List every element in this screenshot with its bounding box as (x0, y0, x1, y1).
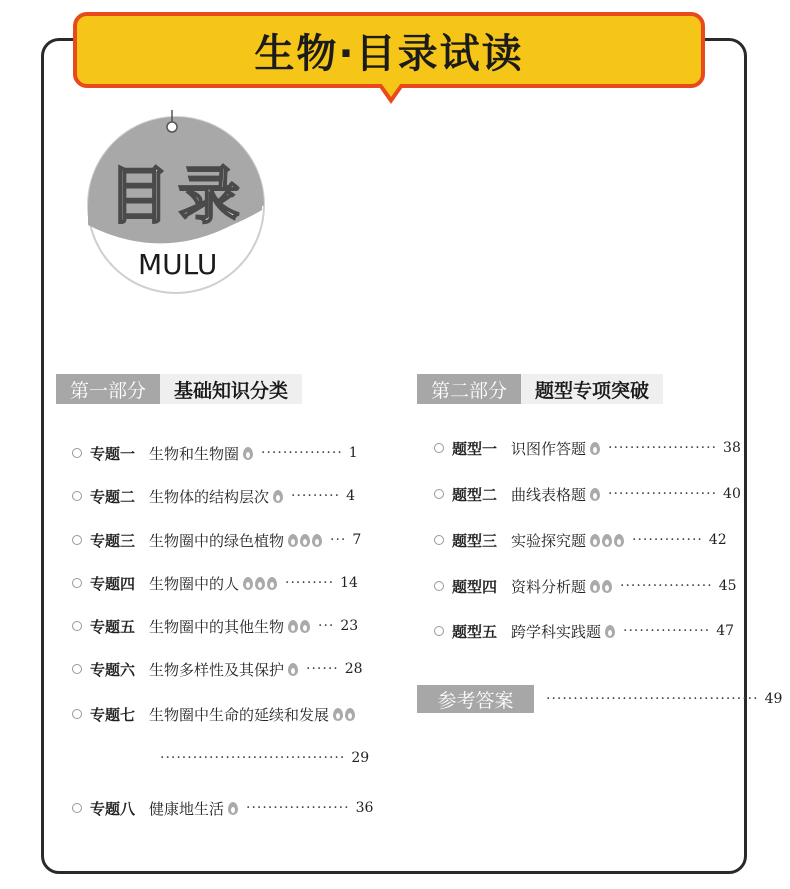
bullet-icon (72, 448, 82, 458)
leader-dots: ················ (623, 623, 711, 639)
page-number: 1 (348, 445, 358, 461)
item-title: 资料分析题 (511, 577, 587, 596)
flame-icon (345, 708, 355, 721)
item-number: 题型二 (452, 485, 498, 504)
item-number: 专题二 (90, 487, 136, 506)
flame-icon (255, 577, 265, 590)
item-number: 专题一 (90, 444, 136, 463)
page-number: 40 (723, 486, 741, 502)
difficulty-flames (228, 802, 240, 815)
difficulty-flames (273, 490, 285, 503)
item-title: 生物圈中的其他生物 (149, 617, 285, 636)
difficulty-flames (590, 580, 614, 593)
item-number: 专题五 (90, 617, 136, 636)
part2-name: 题型专项突破 (521, 374, 663, 404)
item-title: 识图作答题 (511, 439, 587, 458)
item-number: 专题四 (90, 574, 136, 593)
leader-dots: ···················· (608, 486, 718, 502)
flame-icon (333, 708, 343, 721)
item-title: 生物和生物圈 (149, 444, 240, 463)
toc-item[interactable] (72, 657, 363, 681)
bullet-icon (434, 535, 444, 545)
leader-dots: ······ (306, 661, 339, 677)
item-title: 生物圈中的绿色植物 (149, 531, 285, 550)
toc-item[interactable] (434, 619, 734, 643)
flame-icon (243, 447, 253, 460)
page-number: 47 (716, 623, 735, 639)
leader-dots: ············· (632, 532, 703, 548)
item-title: 生物多样性及其保护 (149, 660, 285, 679)
item-number: 题型一 (452, 439, 498, 458)
difficulty-flames (590, 534, 626, 547)
flame-icon (312, 534, 322, 547)
bullet-icon (434, 443, 444, 453)
flame-icon (590, 442, 600, 455)
page-number: 4 (346, 488, 356, 504)
leader-dots: ···················· (608, 440, 718, 456)
flame-icon (288, 620, 298, 633)
flame-icon (273, 490, 283, 503)
item-number: 专题七 (90, 705, 136, 724)
toc-item[interactable] (434, 436, 741, 460)
difficulty-flames (243, 577, 279, 590)
item-title: 生物体的结构层次 (149, 487, 270, 506)
item-number: 题型三 (452, 531, 498, 550)
leader-dots: ··· (330, 532, 347, 548)
page-number: 14 (340, 575, 358, 591)
bullet-icon (72, 803, 82, 813)
page-number: 49 (764, 691, 783, 707)
flame-icon (300, 620, 310, 633)
difficulty-flames (288, 663, 300, 676)
flame-icon (602, 534, 612, 547)
flame-icon (288, 534, 298, 547)
page-number: 45 (718, 578, 737, 594)
item-title: 健康地生活 (149, 799, 225, 818)
bullet-icon (434, 489, 444, 499)
bullet-icon (434, 626, 444, 636)
flame-icon (602, 580, 612, 593)
difficulty-flames (288, 620, 312, 633)
bullet-icon (72, 709, 82, 719)
page-number: 38 (723, 440, 741, 456)
bullet-icon (72, 491, 82, 501)
leader-dots: ··················· (246, 800, 350, 816)
toc-item[interactable] (434, 528, 727, 552)
part1-header (56, 374, 302, 404)
difficulty-flames (605, 625, 617, 638)
page-number: 36 (355, 800, 374, 816)
item-number: 专题三 (90, 531, 136, 550)
leader-dots: ········· (285, 575, 335, 591)
bullet-icon (72, 664, 82, 674)
difficulty-flames (243, 447, 255, 460)
item-number: 题型五 (452, 622, 498, 641)
flame-icon (605, 625, 615, 638)
toc-item[interactable] (434, 574, 737, 598)
toc-item[interactable] (72, 484, 355, 508)
part2-tag: 第二部分 (417, 374, 521, 404)
item-title: 跨学科实践题 (511, 622, 602, 641)
bullet-icon (72, 578, 82, 588)
flame-icon (228, 802, 238, 815)
leader-dots: ······································· (546, 691, 759, 707)
leader-dots: ··············· (261, 445, 343, 461)
toc-item[interactable] (72, 796, 373, 820)
toc-item[interactable] (434, 482, 741, 506)
item-title: 实验探究题 (511, 531, 587, 550)
toc-item[interactable] (72, 441, 358, 465)
contents-badge-title: 目录 (108, 159, 249, 232)
difficulty-flames (590, 442, 602, 455)
part1-tag: 第一部分 (56, 374, 160, 404)
toc-item[interactable] (72, 614, 358, 638)
header-banner (73, 12, 705, 88)
difficulty-flames (590, 488, 602, 501)
flame-icon (267, 577, 277, 590)
toc-item[interactable] (72, 702, 357, 726)
item-number: 专题八 (90, 799, 136, 818)
difficulty-flames (288, 534, 324, 547)
flame-icon (590, 534, 600, 547)
bullet-icon (72, 621, 82, 631)
flame-icon (590, 580, 600, 593)
leader-dots: ················· (620, 578, 713, 594)
flame-icon (288, 663, 298, 676)
bullet-icon (434, 581, 444, 591)
page-number: 7 (352, 532, 362, 548)
flame-icon (590, 488, 600, 501)
answers-row[interactable] (540, 687, 782, 711)
banner-title: 生物·目录试读 (254, 30, 524, 77)
page-number: 42 (708, 532, 727, 548)
item-number: 专题六 (90, 660, 136, 679)
toc-item[interactable] (154, 746, 369, 770)
item-title: 生物圈中生命的延续和发展 (149, 705, 330, 724)
page-number: 23 (340, 618, 359, 634)
flame-icon (614, 534, 624, 547)
leader-dots: ········· (291, 488, 341, 504)
contents-badge-subtitle: MULU (138, 248, 218, 281)
item-number: 题型四 (452, 577, 498, 596)
page-number: 28 (344, 661, 363, 677)
banner-pointer-inner (381, 83, 401, 97)
flame-icon (243, 577, 253, 590)
item-title: 生物圈中的人 (149, 574, 240, 593)
toc-item[interactable] (72, 528, 361, 552)
leader-dots: ··· (318, 618, 335, 634)
difficulty-flames (333, 708, 357, 721)
bullet-icon (72, 535, 82, 545)
part1-name: 基础知识分类 (160, 374, 302, 404)
item-title: 曲线表格题 (511, 485, 587, 504)
part2-header (417, 374, 663, 404)
flame-icon (300, 534, 310, 547)
page-number: 29 (351, 750, 370, 766)
toc-item[interactable] (72, 571, 358, 595)
leader-dots: ·································· (160, 750, 346, 766)
answers-tag[interactable]: 参考答案 (417, 685, 534, 713)
